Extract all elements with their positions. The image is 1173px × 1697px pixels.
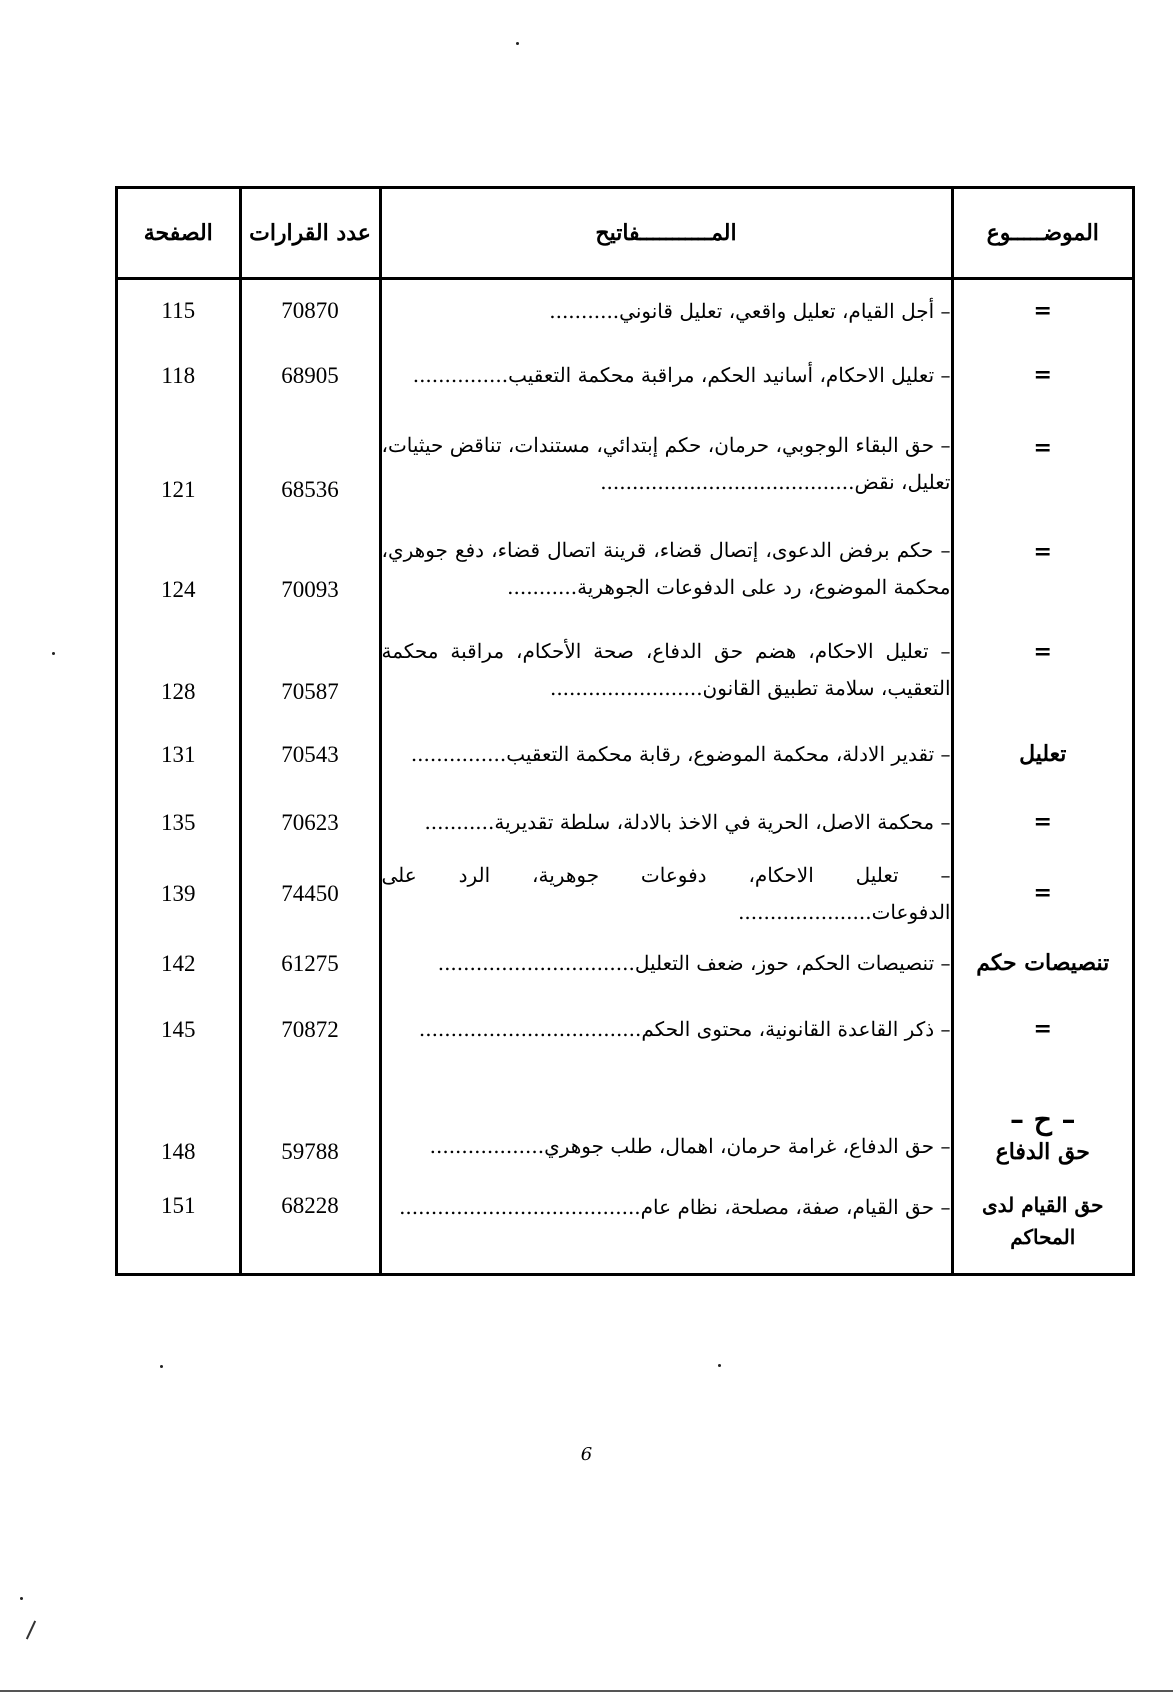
row-topic: = <box>952 997 1132 1063</box>
row-keys <box>380 279 952 343</box>
row-count: 70093 <box>240 519 380 619</box>
row-count: 74450 <box>240 857 380 931</box>
row-keys-text: – تعليل الاحكام، أسانيد الحكم، مراقبة محكمة التعقيب <box>508 363 951 387</box>
row-keys-text: – محكمة الاصل، الحرية في الاخذ بالادلة، سلطة تقديرية <box>494 810 951 834</box>
scan-mark <box>26 1621 36 1640</box>
row-count: 70872 <box>240 997 380 1063</box>
row-topic: حق القيام لدى المحاكم <box>952 1183 1132 1274</box>
row-count: 61275 <box>240 931 380 997</box>
row-keys <box>380 343 952 409</box>
row-keys-text: – حق القيام، صفة، مصلحة، نظام عام <box>640 1194 951 1219</box>
row-page: 121 <box>161 476 196 502</box>
row-dots: ............... <box>412 363 509 387</box>
header-topic: الموضـــــوع <box>952 189 1132 279</box>
row-count: 68228 <box>240 1183 380 1274</box>
scan-speck <box>516 42 519 45</box>
row-keys <box>380 857 952 931</box>
row-dots: ............... <box>410 742 507 766</box>
row-count: 70587 <box>240 619 380 721</box>
page-number: 6 <box>580 1444 593 1465</box>
row-topic: = <box>952 279 1132 343</box>
row-topic-cell <box>952 1063 1132 1183</box>
row-page: 145 <box>161 1016 196 1042</box>
table-row <box>118 1183 1132 1274</box>
scan-speck <box>52 652 55 655</box>
row-count: 68536 <box>240 409 380 519</box>
row-topic: = <box>952 409 1132 519</box>
table-row <box>118 721 1132 789</box>
table-row <box>118 619 1132 721</box>
row-keys <box>380 931 952 997</box>
row-topic: = <box>952 343 1132 409</box>
index-table-frame <box>115 186 1135 1276</box>
table-row <box>118 997 1132 1063</box>
row-count: 70543 <box>240 721 380 789</box>
row-topic: = <box>952 789 1132 857</box>
row-dots: ............................... <box>437 951 635 975</box>
row-keys <box>380 409 952 519</box>
header-count: عدد القرارات <box>240 189 380 279</box>
row-keys <box>380 1063 952 1183</box>
scan-edge <box>0 1690 1173 1692</box>
row-page: 118 <box>161 362 196 388</box>
row-topic: تنصيصات حكم <box>952 931 1132 997</box>
table-row <box>118 519 1132 619</box>
row-page: 148 <box>161 1138 196 1164</box>
row-keys-text: – حق البقاء الوجوبي، حرمان، حكم إبتدائي، مستندات، تناقض حيثيات، تعليل، نقض <box>381 432 951 494</box>
row-page: 139 <box>161 880 196 906</box>
row-count: 68905 <box>240 343 380 409</box>
row-page: 142 <box>161 950 196 976</box>
row-keys <box>380 997 952 1063</box>
row-keys-text: – حق الدفاع، غرامة حرمان، اهمال، طلب جوهري <box>544 1133 951 1158</box>
row-keys <box>380 721 952 789</box>
row-keys <box>380 619 952 721</box>
row-keys-text: – أجل القيام، تعليل واقعي، تعليل قانوني <box>619 298 951 323</box>
table-row <box>118 789 1132 857</box>
section-letter: – ح – <box>1009 1102 1076 1136</box>
table-row <box>118 343 1132 409</box>
row-page: 124 <box>161 576 196 602</box>
row-count: 59788 <box>240 1063 380 1183</box>
row-keys-text: – حكم برفض الدعوى، إتصال قضاء، قرينة اتصال قضاء، دفع جوهري، محكمة الموضوع، رد على الدفوعات الجوهرية <box>381 537 951 599</box>
header-keys: المـــــــــــفاتيح <box>380 189 952 279</box>
row-topic: = <box>952 519 1132 619</box>
row-keys <box>380 789 952 857</box>
row-dots: .................. <box>429 1133 545 1158</box>
scan-speck <box>718 1364 721 1367</box>
row-keys-text: – تقدير الادلة، محكمة الموضوع، رقابة محكمة التعقيب <box>506 742 951 766</box>
row-keys-text: – تنصيصات الحكم، حوز، ضعف التعليل <box>634 951 951 975</box>
index-table <box>118 189 1132 1273</box>
header-page: الصفحة <box>118 189 240 279</box>
row-topic: حق الدفاع <box>995 1139 1090 1166</box>
row-dots: ................................... <box>418 1017 642 1041</box>
row-topic: = <box>952 857 1132 931</box>
table-row <box>118 931 1132 997</box>
table-row <box>118 1063 1132 1183</box>
row-dots: ........... <box>507 574 578 599</box>
row-keys-text: – ذكر القاعدة القانونية، محتوى الحكم <box>641 1017 951 1041</box>
row-page: 115 <box>161 298 196 324</box>
row-topic: تعليل <box>952 721 1132 789</box>
table-row <box>118 409 1132 519</box>
row-keys <box>380 1183 952 1274</box>
scan-speck <box>160 1365 163 1368</box>
row-dots: ..................... <box>738 899 872 924</box>
row-page: 135 <box>161 809 196 835</box>
table-row <box>118 279 1132 343</box>
row-dots: ........................ <box>549 675 703 700</box>
table-header-row <box>118 189 1132 279</box>
table-row <box>118 857 1132 931</box>
row-dots: ........... <box>549 298 620 323</box>
row-keys <box>380 519 952 619</box>
row-count: 70870 <box>240 279 380 343</box>
row-topic: = <box>952 619 1132 721</box>
row-dots: ...................................... <box>399 1194 641 1219</box>
row-page: 151 <box>161 1192 196 1218</box>
row-count: 70623 <box>240 789 380 857</box>
row-keys-text: – تعليل الاحكام، هضم حق الدفاع، صحة الأحكام، مراقبة محكمة التعقيب، سلامة تطبيق القانون <box>381 638 951 700</box>
row-keys-text: – تعليل الاحكام، دفوعات جوهرية، الرد على الدفوعات <box>381 862 951 924</box>
row-dots: ........................................ <box>600 469 855 494</box>
row-dots: ........... <box>424 810 495 834</box>
row-page: 131 <box>161 741 196 767</box>
row-page: 128 <box>161 678 196 704</box>
scan-speck <box>20 1597 23 1600</box>
